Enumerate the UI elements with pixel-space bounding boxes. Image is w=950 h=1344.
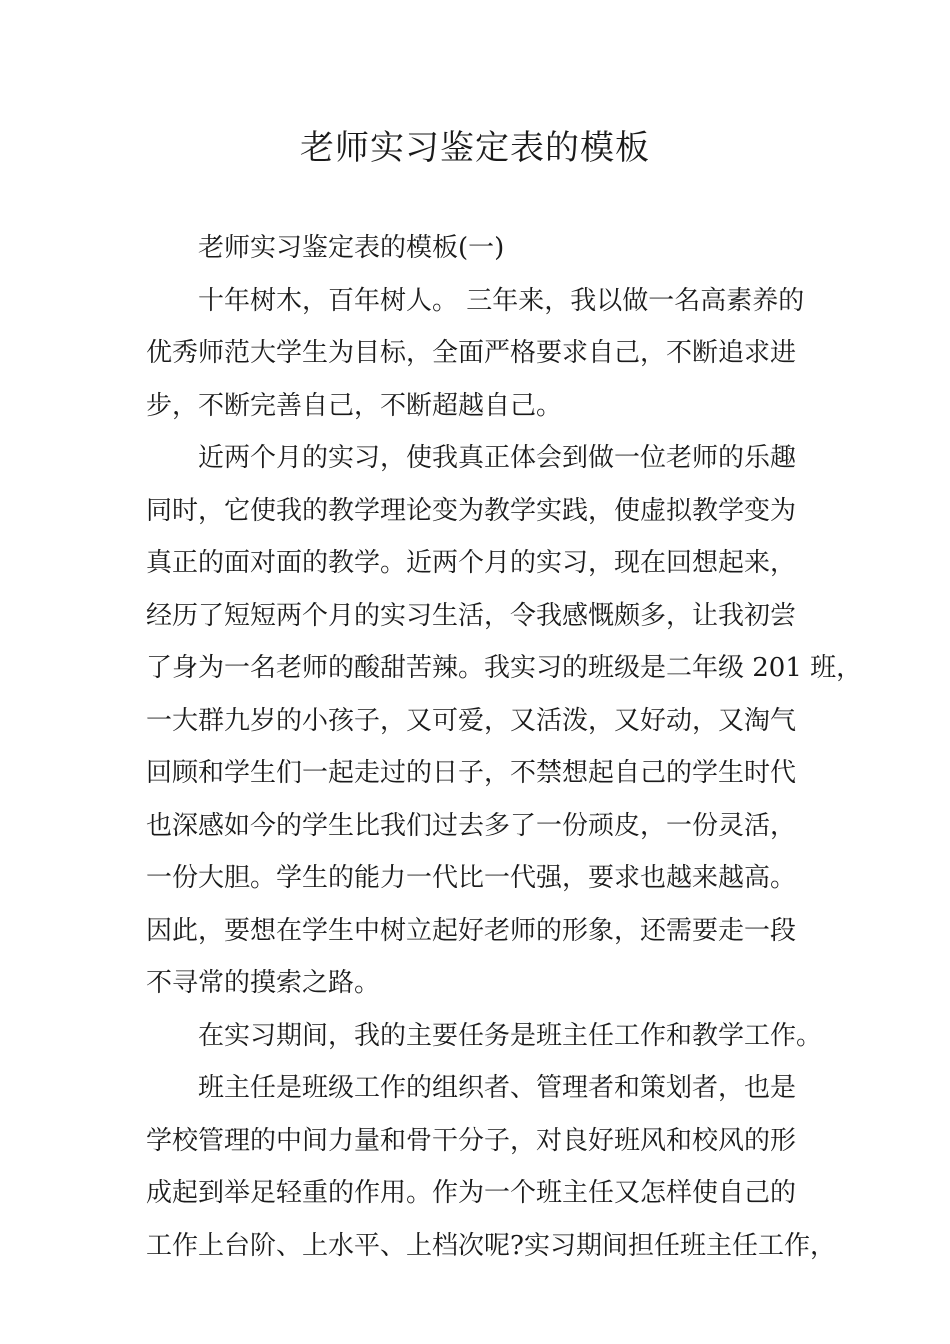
paragraph-line: 真正的面对面的教学。近两个月的实习，现在回想起来， <box>146 548 797 578</box>
paragraph-line: 学校管理的中间力量和骨干分子，对良好班风和校风的形 <box>146 1125 797 1156</box>
paragraph-line: 工作上台阶、上水平、上档次呢?实习期间担任班主任工作， <box>146 1230 836 1261</box>
paragraph-line: 成起到举足轻重的作用。作为一个班主任又怎样使自己的 <box>146 1178 797 1208</box>
paragraph-line: 经历了短短两个月的实习生活，令我感慨颇多，让我初尝 <box>146 600 797 631</box>
paragraph-line: 了身为一名老师的酸甜苦辣。我实习的班级是二年级 201 班， <box>146 653 863 683</box>
paragraph-line: 老师实习鉴定表的模板(一) <box>198 233 505 263</box>
paragraph-internship-experience <box>146 432 863 1010</box>
document-body <box>146 222 863 1272</box>
paragraph-intro <box>146 275 826 433</box>
paragraph-line: 近两个月的实习，使我真正体会到做一位老师的乐趣 <box>198 443 797 473</box>
paragraph-line: 也深感如今的学生比我们过去多了一份顽皮，一份灵活， <box>146 810 797 841</box>
paragraph-line: 班主任是班级工作的组织者、管理者和策划者，也是 <box>198 1073 797 1103</box>
paragraph-line: 在实习期间，我的主要任务是班主任工作和教学工作。 <box>198 1020 823 1051</box>
paragraph-subtitle <box>146 222 826 275</box>
paragraph-main-tasks <box>146 1010 826 1063</box>
paragraph-line: 一份大胆。学生的能力一代比一代强，要求也越来越高。 <box>146 863 797 893</box>
paragraph-line: 同时，它使我的教学理论变为教学实践，使虚拟教学变为 <box>146 495 797 526</box>
paragraph-class-teacher <box>146 1062 836 1272</box>
paragraph-line: 因此，要想在学生中树立起好老师的形象，还需要走一段 <box>146 915 797 946</box>
paragraph-line: 不寻常的摸索之路。 <box>146 968 381 998</box>
paragraph-line: 十年树木，百年树人。 三年来，我以做一名高素养的 <box>198 285 805 316</box>
document-title: 老师实习鉴定表的模板 <box>300 128 650 168</box>
paragraph-line: 优秀师范大学生为目标，全面严格要求自己，不断追求进 <box>146 338 797 368</box>
paragraph-line: 一大群九岁的小孩子，又可爱，又活泼，又好动，又淘气 <box>146 705 797 736</box>
paragraph-line: 回顾和学生们一起走过的日子，不禁想起自己的学生时代 <box>146 758 797 788</box>
paragraph-line: 步，不断完善自己，不断超越自己。 <box>146 390 563 421</box>
